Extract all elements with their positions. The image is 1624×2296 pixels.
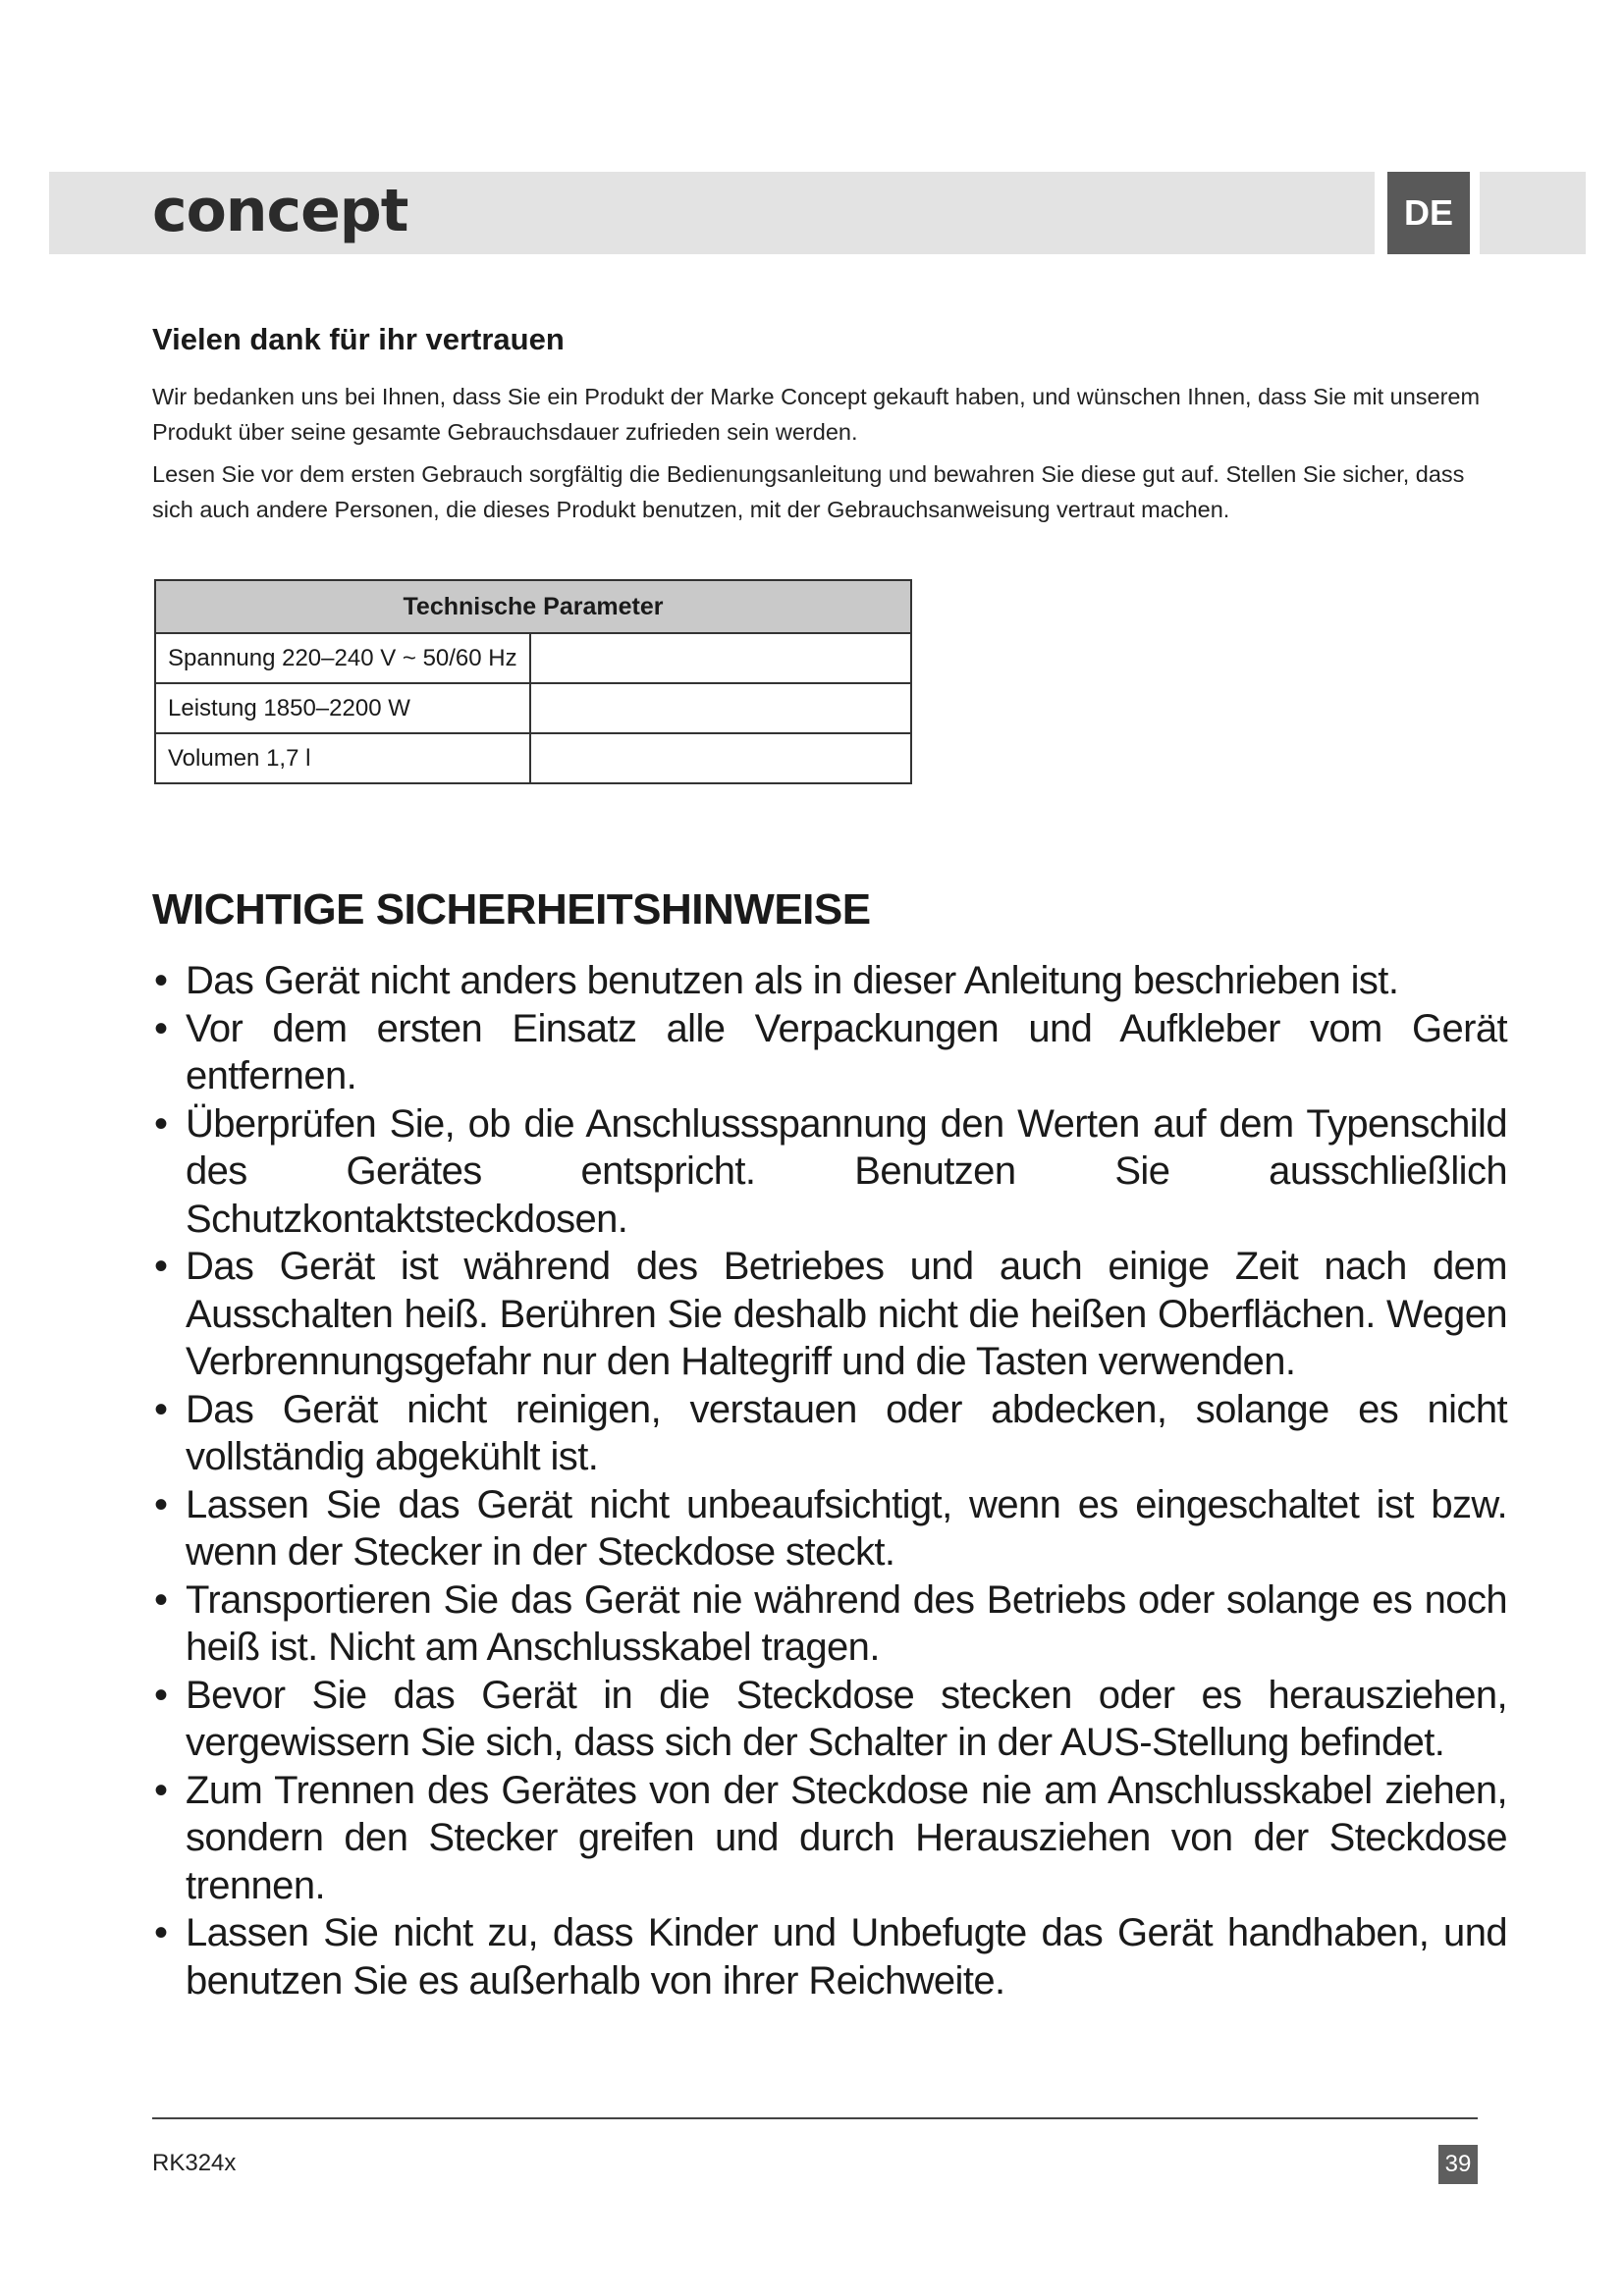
list-item [152,1005,1507,1100]
list-item-text: Lassen Sie das Gerät nicht unbeaufsichtigt, wenn es eingeschaltet ist bzw. wenn der Stecker in der Steckdose steckt. [186,1482,1507,1574]
list-item-text: Vor dem ersten Einsatz alle Verpackungen und Aufkleber vom Gerät entfernen. [186,1006,1507,1097]
spec-table [154,579,912,784]
footer-divider [152,2117,1478,2119]
safety-list [152,957,1507,2004]
list-item [152,1909,1507,2004]
intro-paragraph: Wir bedanken uns bei Ihnen, dass Sie ein Produkt der Marke Concept gekauft haben, und wünschen Ihnen, dass Sie mit unserem Produkt über seine gesamte Gebrauchsdauer zufrieden sein werden. [152,384,1481,445]
intro-heading: Vielen dank für ihr vertrauen [152,322,565,356]
spec-cell: Volumen 1,7 l [155,733,530,783]
list-item-text: Überprüfen Sie, ob die Anschlussspannung den Werten auf dem Typenschild des Gerätes entspricht. Benutzen Sie ausschließlich Schutzkontaktsteckdosen. [186,1101,1507,1241]
safety-heading: WICHTIGE SICHERHEITSHINWEISE [152,885,871,934]
spec-table-title: Technische Parameter [155,580,911,633]
spec-cell [530,633,911,683]
brand-logo: concept [152,177,408,245]
table-row [155,733,911,783]
list-item-text: Das Gerät ist während des Betriebes und auch einige Zeit nach dem Ausschalten heiß. Berühren Sie deshalb nicht die heißen Oberflächen. Wegen Verbrennungsgefahr nur den Haltegriff und die Tasten verwenden. [186,1245,1507,1383]
list-item [152,1767,1507,1910]
bullet-icon: • [154,1482,168,1526]
list-item-text: Transportieren Sie das Gerät nie während des Betriebs oder solange es noch heiß ist. Nicht am Anschlusskabel tragen. [186,1577,1507,1669]
bullet-icon: • [154,1673,168,1717]
list-item [152,1243,1507,1386]
bullet-icon: • [154,1101,168,1146]
header-bar-end [1480,172,1586,254]
list-item-text: Zum Trennen des Gerätes von der Steckdose nie am Anschlusskabel ziehen, sondern den Stecker greifen und durch Herausziehen von der Steckdose trennen. [186,1768,1507,1907]
model-label: RK324x [152,2150,237,2176]
bullet-icon: • [154,1911,168,1954]
list-item [152,1481,1507,1576]
list-item-text: Bevor Sie das Gerät in die Steckdose stecken oder es herausziehen, vergewissern Sie sich, dass sich der Schalter in der AUS-Stellung befindet. [186,1673,1507,1764]
list-item [152,1386,1507,1481]
spec-cell [530,683,911,733]
bullet-icon: • [154,1768,168,1812]
list-item-text: Das Gerät nicht reinigen, verstauen oder abdecken, solange es nicht vollständig abgekühlt ist. [186,1387,1507,1478]
page-number: 39 [1438,2145,1478,2184]
language-badge: DE [1387,172,1470,254]
spec-cell: Leistung 1850–2200 W [155,683,530,733]
table-row [155,683,911,733]
list-item [152,1672,1507,1767]
list-item-text: Das Gerät nicht anders benutzen als in dieser Anleitung beschrieben ist. [186,959,1399,1002]
spec-cell: Spannung 220–240 V ~ 50/60 Hz [155,633,530,683]
list-item [152,1100,1507,1244]
list-item [152,1576,1507,1672]
bullet-icon: • [154,1387,168,1431]
bullet-icon: • [154,1245,168,1288]
bullet-icon: • [154,1577,168,1622]
table-row [155,633,911,683]
bullet-icon: • [154,1006,168,1050]
bullet-icon: • [154,959,168,1002]
list-item [152,957,1507,1005]
intro-paragraph: Lesen Sie vor dem ersten Gebrauch sorgfältig die Bedienungsanleitung und bewahren Sie diese gut auf. Stellen Sie sicher, dass sich auch andere Personen, die dieses Produkt benutzen, mit der Gebrauchsanweisung vertraut machen. [152,461,1465,522]
list-item-text: Lassen Sie nicht zu, dass Kinder und Unbefugte das Gerät handhaben, und benutzen Sie es außerhalb von ihrer Reichweite. [186,1911,1507,2002]
spec-cell [530,733,911,783]
